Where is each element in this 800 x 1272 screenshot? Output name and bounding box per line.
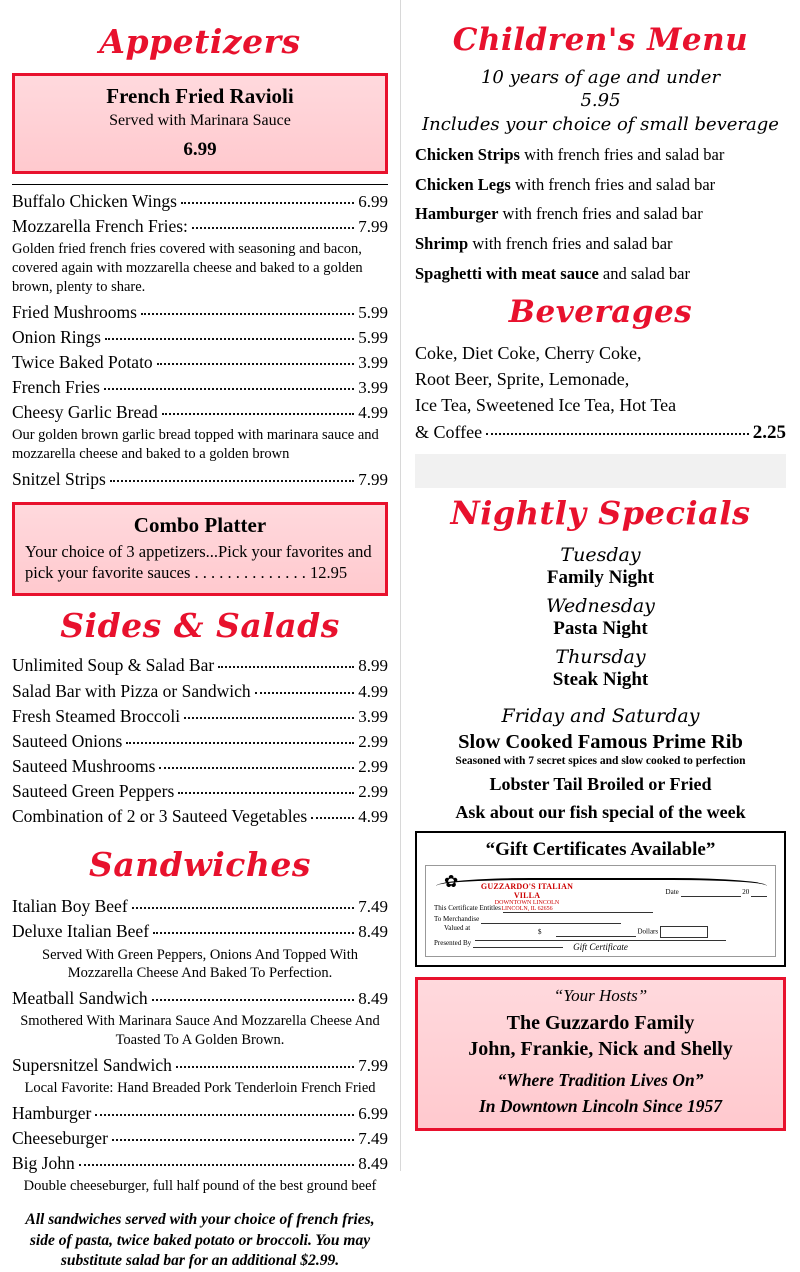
special-day: Tuesday — [560, 544, 641, 567]
certificate-date-field — [666, 888, 767, 897]
list-item — [12, 1151, 388, 1196]
item-label: Hamburger — [415, 204, 499, 224]
item-label: Sauteed Green Peppers — [12, 781, 175, 802]
list-item — [12, 1053, 388, 1098]
leader-dots — [178, 792, 354, 794]
leader-dots — [176, 1066, 354, 1068]
leader-dots — [159, 767, 354, 769]
item-description: Served With Green Peppers, Onions And Topped With Mozzarella Cheese And Baked To Perfection. — [42, 946, 358, 982]
leader-dots — [218, 666, 354, 668]
list-item — [12, 894, 388, 919]
item-description: and salad bar — [598, 263, 690, 283]
item-label: Fresh Steamed Broccoli — [12, 705, 181, 726]
item-price: 7.99 — [358, 470, 388, 490]
list-item — [12, 679, 388, 704]
item-label: Buffalo Chicken Wings — [12, 191, 177, 211]
combo-platter-box — [12, 502, 388, 596]
combo-platter-title: Combo Platter — [133, 513, 267, 538]
list-item — [415, 264, 786, 285]
special-name: Pasta Night — [553, 618, 648, 640]
entitles-label: This Certificate Entitles — [434, 904, 501, 913]
amount-box — [660, 926, 708, 938]
item-price: 8.99 — [358, 656, 388, 676]
item-price: 7.49 — [358, 1129, 388, 1149]
certificate-footer-label: Gift Certificate — [573, 942, 628, 953]
item-price: 4.99 — [358, 807, 388, 827]
item-description: Double cheeseburger, full half pound of the best ground beef — [23, 1178, 377, 1195]
sandwiches-heading: Sandwiches — [89, 845, 311, 885]
sides-list — [12, 653, 388, 829]
list-item — [12, 375, 388, 400]
item-price: 3.99 — [358, 378, 388, 398]
list-item — [12, 653, 388, 678]
hosts-names: John, Frankie, Nick and Shelly — [468, 1038, 733, 1061]
year-line — [751, 888, 767, 897]
item-price: 5.99 — [358, 327, 388, 347]
nightly-specials-list — [415, 544, 786, 691]
item-price: 8.49 — [358, 922, 388, 942]
special-name: Family Night — [546, 567, 655, 589]
item-description: with french fries and salad bar — [498, 204, 703, 224]
special-day: Wednesday — [546, 595, 655, 618]
certificate-footer — [426, 940, 775, 952]
merchandise-line — [481, 915, 621, 924]
item-price: 2.99 — [358, 782, 388, 802]
list-item — [12, 1101, 388, 1126]
special-name: Steak Night — [552, 669, 649, 691]
item-label: Onion Rings — [12, 326, 101, 347]
entitles-line — [503, 904, 653, 913]
item-label: Hamburger — [12, 1103, 92, 1124]
item-label: Spaghetti with meat sauce — [415, 263, 599, 283]
weekend-special-primerib-desc: Seasoned with 7 secret spices and slow cooked to perfection — [455, 755, 746, 768]
item-label: Chicken Strips — [415, 145, 520, 165]
leader-dots — [141, 313, 354, 315]
leader-dots — [486, 433, 749, 435]
childrens-age-note: 10 years of age and under — [480, 67, 721, 88]
hosts-quote: “Your Hosts” — [553, 986, 648, 1006]
item-price: 2.99 — [358, 756, 388, 776]
item-label: Salad Bar with Pizza or Sandwich — [12, 680, 251, 701]
item-price: 8.49 — [358, 1154, 388, 1174]
item-label: Deluxe Italian Beef — [12, 921, 150, 942]
leader-dots — [162, 413, 354, 415]
leader-dots — [110, 480, 354, 482]
item-price: 6.99 — [358, 192, 388, 211]
list-item — [415, 204, 786, 225]
leader-dots — [112, 1139, 354, 1141]
list-item — [12, 804, 388, 829]
certificate-entitles-field — [434, 904, 767, 913]
list-item — [12, 350, 388, 375]
list-item — [12, 400, 388, 464]
item-price: 8.49 — [358, 989, 388, 1009]
leader-dots — [79, 1164, 355, 1166]
item-description: with french fries and salad bar — [468, 234, 673, 254]
appetizers-heading: Appetizers — [99, 22, 301, 61]
list-item — [415, 646, 786, 691]
item-label: Fried Mushrooms — [12, 301, 137, 322]
merchandise-label: To Merchandise — [434, 915, 480, 924]
list-item — [415, 234, 786, 255]
leader-dots — [184, 717, 354, 719]
item-label: Twice Baked Potato — [12, 352, 153, 373]
item-label: Meatball Sandwich — [12, 988, 148, 1009]
leader-dots — [192, 227, 354, 229]
list-item — [12, 919, 388, 983]
item-price: 4.99 — [358, 681, 388, 701]
item-label: Combination of 2 or 3 Sauteed Vegetables — [12, 806, 308, 827]
right-column — [400, 0, 800, 1171]
item-label: Chicken Legs — [415, 174, 511, 194]
list-item — [415, 544, 786, 589]
list-item — [415, 145, 786, 166]
item-label: Unlimited Soup & Salad Bar — [12, 655, 215, 676]
list-item — [12, 300, 388, 325]
leader-dots — [153, 932, 354, 934]
item-price: 4.99 — [358, 403, 388, 423]
item-price: 7.99 — [358, 217, 388, 237]
list-item — [12, 189, 388, 214]
left-column — [0, 0, 400, 1270]
item-price: 2.99 — [358, 731, 388, 751]
item-label: Italian Boy Beef — [12, 896, 128, 917]
leader-dots — [105, 338, 354, 340]
beverage-line: Coke, Diet Coke, Cherry Coke, — [415, 343, 642, 364]
item-label: Supersnitzel Sandwich — [12, 1055, 172, 1076]
featured-appetizer-box — [12, 73, 388, 174]
sandwiches-list — [12, 894, 388, 1196]
item-description: Local Favorite: Hand Breaded Pork Tenderloin French Fried — [24, 1080, 376, 1097]
leader-dots — [95, 1114, 354, 1116]
list-item — [12, 754, 388, 779]
item-description: Golden fried french fries covered with seasoning and bacon, covered again with mozzarella cheese and baked to a golden brown, plenty to share. — [12, 241, 363, 295]
childrens-items-list — [415, 145, 786, 284]
date-label: Date — [665, 888, 679, 897]
item-label: Shrimp — [415, 234, 469, 254]
list-item — [12, 214, 388, 297]
sides-heading: Sides & Salads — [60, 606, 340, 646]
nightly-specials-heading: Nightly Specials — [450, 494, 751, 533]
certificate-value-field — [434, 926, 767, 938]
appetizers-list — [12, 189, 388, 492]
beverage-line: Ice Tea, Sweetened Ice Tea, Hot Tea — [415, 395, 677, 416]
combo-platter-price: 12.95 — [310, 563, 348, 583]
ribbon-bow-icon: ✿ — [444, 872, 459, 892]
list-item — [415, 175, 786, 196]
featured-appetizer-title: French Fried Ravioli — [106, 84, 294, 108]
footer-line — [475, 940, 726, 941]
dollar-sign: $ — [538, 928, 542, 937]
featured-appetizer-price: 6.99 — [183, 139, 217, 160]
weekend-special-primerib: Slow Cooked Famous Prime Rib — [458, 731, 743, 754]
beverage-price: 2.25 — [752, 421, 786, 443]
item-price: 7.99 — [358, 1056, 388, 1076]
gift-certificate-title: “Gift Certificates Available” — [485, 839, 716, 861]
item-label: French Fries — [12, 377, 100, 398]
childrens-price: 5.95 — [580, 90, 621, 112]
leader-dots — [311, 817, 354, 819]
restaurant-logo: GUZZARDO'S ITALIAN VILLA — [480, 882, 574, 901]
weekend-special-lobster: Lobster Tail Broiled or Fried — [489, 774, 712, 795]
leader-dots — [157, 363, 355, 365]
date-line — [681, 888, 741, 897]
beverage-line: & Coffee — [415, 421, 483, 442]
item-description: with french fries and salad bar — [510, 174, 716, 194]
logo-subline-2: LINCOLN, IL 62656 — [501, 906, 553, 913]
combo-platter-description: Your choice of 3 appetizers...Pick your favorites and pick your favorite sauces — [25, 542, 372, 583]
hosts-tagline-1: “Where Tradition Lives On” — [497, 1070, 704, 1091]
item-price: 6.99 — [358, 1104, 388, 1124]
leader-dots — [181, 202, 354, 204]
item-description: Our golden brown garlic bread topped with marinara sauce and mozzarella cheese and baked to a golden brown — [12, 427, 379, 463]
sandwiches-footnote: All sandwiches served with your choice of french fries, side of pasta, twice baked potato or broccoli. You may substitute salad bar for an additional $2.99. — [25, 1211, 375, 1270]
leader-dots — [132, 907, 355, 909]
item-price: 3.99 — [358, 706, 388, 726]
item-price: 7.49 — [358, 897, 388, 917]
item-label: Cheesy Garlic Bread — [12, 402, 158, 423]
item-label: Sauteed Onions — [12, 730, 123, 751]
certificate-valued-note: Valued at — [444, 924, 471, 933]
gift-certificate-box — [415, 831, 786, 967]
list-item — [12, 467, 388, 492]
blank-strip — [415, 454, 786, 488]
item-price: 3.99 — [358, 353, 388, 373]
item-label: Mozzarella French Fries: — [12, 216, 188, 237]
beverage-line: Root Beer, Sprite, Lemonade, — [415, 369, 630, 390]
featured-appetizer-subtitle: Served with Marinara Sauce — [109, 112, 291, 129]
list-item — [12, 729, 388, 754]
list-item — [415, 595, 786, 640]
list-item — [12, 779, 388, 804]
leader-dots — [152, 999, 355, 1001]
special-day: Thursday — [555, 646, 646, 669]
certificate-merchandise-field — [434, 915, 767, 924]
gift-certificate-graphic — [425, 865, 776, 957]
leader-dots — [255, 692, 355, 694]
list-item — [12, 325, 388, 350]
value-line — [556, 928, 636, 937]
hosts-box — [415, 977, 786, 1131]
combo-platter-dots: . . . . . . . . . . . . . . — [194, 563, 311, 583]
combo-platter-text — [25, 541, 375, 583]
divider — [12, 184, 388, 185]
item-label: Cheeseburger — [12, 1128, 108, 1149]
beverage-price-line — [415, 419, 786, 447]
year-label: 20 — [742, 888, 750, 897]
item-label: Snitzel Strips — [12, 469, 106, 490]
item-label: Big John — [12, 1153, 75, 1174]
item-price: 5.99 — [358, 302, 388, 322]
list-item — [12, 704, 388, 729]
presented-by-label: Presented By — [434, 939, 472, 948]
childrens-menu-heading: Children's Menu — [452, 22, 749, 58]
weekend-special-fish: Ask about our fish special of the week — [455, 802, 746, 823]
list-item — [12, 1126, 388, 1151]
item-description: with french fries and salad bar — [519, 145, 725, 165]
list-item — [12, 986, 388, 1050]
logo-subline-1: DOWNTOWN LINCOLN — [494, 900, 560, 907]
hosts-tagline-2: In Downtown Lincoln Since 1957 — [478, 1095, 723, 1116]
beverages-heading: Beverages — [508, 294, 693, 331]
leader-dots — [104, 388, 354, 390]
item-label: Sauteed Mushrooms — [12, 755, 156, 776]
childrens-beverage-note: Includes your choice of small beverage — [422, 113, 779, 135]
beverages-list — [415, 340, 786, 446]
dollars-label: Dollars — [637, 927, 659, 936]
leader-dots — [126, 742, 354, 744]
hosts-family: The Guzzardo Family — [506, 1012, 695, 1035]
item-description: Smothered With Marinara Sauce And Mozzarella Cheese And Toasted To A Golden Brown. — [20, 1013, 380, 1049]
weekend-day: Friday and Saturday — [501, 705, 700, 728]
